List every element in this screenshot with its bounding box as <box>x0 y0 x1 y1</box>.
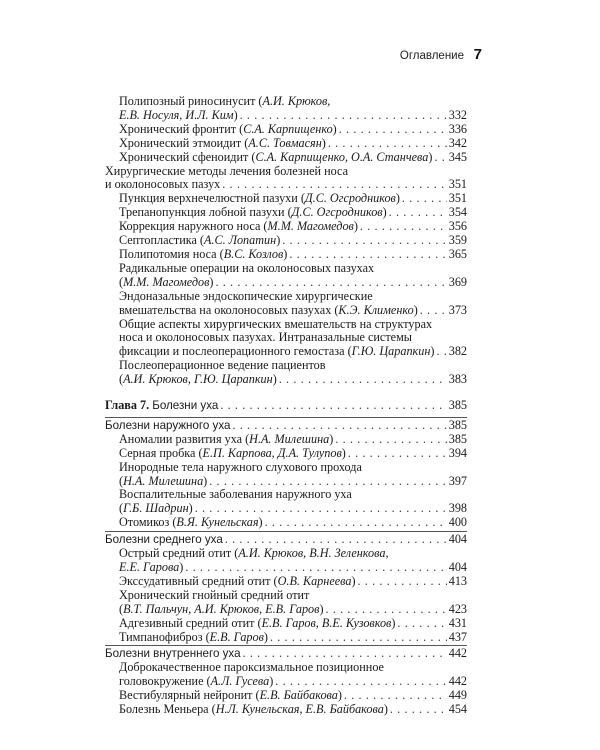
toc-entry[interactable] <box>105 290 467 318</box>
entry-text <box>119 689 342 703</box>
entry-authors: А.И. Крюков, <box>262 94 331 108</box>
entry-page: 385 <box>448 417 467 432</box>
toc-entry[interactable] <box>105 488 467 516</box>
toc-entry[interactable] <box>105 447 467 461</box>
entry-page: 404 <box>448 560 467 574</box>
leader-dots <box>333 433 447 447</box>
entry-title: ) <box>188 501 193 516</box>
entry-title: Хронический фронтит ( <box>119 121 244 136</box>
entry-text <box>119 617 395 631</box>
leader-dots <box>358 220 447 234</box>
entry-text <box>119 433 333 447</box>
entry-text <box>119 276 213 290</box>
entry-page: 354 <box>448 205 467 220</box>
entry-title: Вестибулярный нейронит ( <box>119 688 260 703</box>
entry-text <box>119 137 326 151</box>
entry-text <box>119 447 346 461</box>
entry-title: ) <box>276 233 281 248</box>
leader-dots <box>388 703 447 717</box>
toc-list-part1 <box>105 95 467 387</box>
toc-entry[interactable] <box>105 359 467 387</box>
entry-title: Доброкачественное пароксизмальное позиционное <box>119 660 384 675</box>
leader-dots <box>395 617 447 631</box>
toc-entry-line <box>119 675 467 689</box>
entry-authors: Е.В. Гаров <box>209 629 264 644</box>
leader-dots <box>213 276 447 290</box>
toc-entry-line <box>119 603 467 617</box>
toc-entry-line <box>119 447 467 461</box>
entry-page: 373 <box>448 302 467 317</box>
entry-title: ) <box>383 702 388 717</box>
toc-entry-line <box>119 192 467 206</box>
toc-entry[interactable] <box>105 461 467 489</box>
entry-page: 365 <box>448 246 467 261</box>
toc-entry[interactable] <box>105 589 467 617</box>
entry-text <box>105 533 223 547</box>
entry-title: Адгезивный средний отит ( <box>119 615 262 630</box>
entry-text <box>119 109 238 123</box>
entry-text <box>119 373 277 387</box>
entry-title: Послеоперационное ведение пациентов <box>119 358 326 373</box>
toc-entry-line <box>119 461 467 475</box>
toc-entry-line <box>119 589 467 603</box>
entry-title: Инородные тела наружного слухового прохода <box>119 459 362 474</box>
entry-title: ( <box>119 372 124 387</box>
entry-title: Болезни наружного уха <box>105 418 231 432</box>
entry-page: 342 <box>448 135 467 150</box>
entry-title: ) <box>283 246 288 261</box>
toc-entry[interactable] <box>105 220 467 234</box>
entry-text <box>119 675 273 689</box>
entry-text <box>119 248 287 262</box>
toc-entry[interactable] <box>105 234 467 248</box>
entry-text <box>119 304 418 318</box>
entry-title: ) <box>353 219 358 234</box>
leader-dots <box>223 533 447 547</box>
toc-entry-line <box>119 318 467 332</box>
entry-title: Хронический этмоидит ( <box>119 135 249 150</box>
entry-page: 442 <box>448 646 467 661</box>
toc-entry-line <box>119 276 467 290</box>
toc-entry-line <box>119 151 467 165</box>
entry-authors: С.А. Карпищенко, О.А. Станчева <box>255 149 429 164</box>
entry-authors: А.И. Крюков, В.Н. Зеленкова, <box>238 546 389 561</box>
toc-entry[interactable] <box>105 123 467 137</box>
leader-dots <box>280 234 447 248</box>
entry-title: Пункция верхнечелюстной пазухи ( <box>119 191 305 206</box>
toc-entry-line <box>119 575 467 589</box>
entry-title: ) <box>337 688 342 703</box>
chapter-page: 385 <box>448 398 467 413</box>
page-number: 7 <box>473 46 482 63</box>
toc-entry-line <box>119 206 467 220</box>
toc-entry[interactable] <box>105 575 467 589</box>
entry-title: ( <box>119 501 124 516</box>
entry-title: Хронический гнойный средний отит <box>119 587 310 602</box>
toc-list-part2 <box>105 417 467 717</box>
toc-entry-line <box>119 137 467 151</box>
entry-authors: М.М. Магомедов <box>267 219 354 234</box>
entry-title: Трепанопункция лобной пазухи ( <box>119 205 292 220</box>
entry-authors: А.И. Крюков, Г.Ю. Царапкин <box>123 372 273 387</box>
entry-title: Септопластика ( <box>119 233 204 248</box>
entry-page: 332 <box>448 107 467 122</box>
leader-dots <box>387 206 447 220</box>
entry-text <box>119 475 207 489</box>
entry-page: 437 <box>448 629 467 644</box>
entry-text <box>119 631 268 645</box>
entry-authors: А.С. Лопатин <box>204 233 277 248</box>
entry-title: ) <box>321 135 326 150</box>
toc-entry[interactable] <box>105 631 467 645</box>
toc-entry[interactable] <box>105 137 467 151</box>
toc-entry[interactable] <box>105 151 467 165</box>
toc-entry[interactable] <box>105 703 467 717</box>
entry-text <box>119 502 193 516</box>
entry-title: ) <box>430 344 435 359</box>
leader-dots <box>346 447 447 461</box>
entry-title: ) <box>332 121 337 136</box>
toc-entry-line <box>105 165 467 179</box>
toc-entry-line <box>119 109 467 123</box>
entry-authors: Е.В. Байбакова <box>259 688 338 703</box>
entry-page: 442 <box>448 674 467 689</box>
toc-entry-line <box>119 234 467 248</box>
entry-page: 369 <box>448 274 467 289</box>
leader-dots <box>356 575 447 589</box>
leader-dots <box>277 373 447 387</box>
entry-title: ) <box>209 274 214 289</box>
entry-authors: Е.В. Гаров, В.Е. Кузовков <box>261 615 392 630</box>
leader-dots <box>193 502 447 516</box>
table-of-contents <box>105 95 467 717</box>
entry-authors: Г.Ю. Царапкин <box>351 344 431 359</box>
entry-page: 397 <box>448 473 467 488</box>
entry-text <box>119 703 388 717</box>
entry-title: ) <box>263 629 268 644</box>
toc-entry-line <box>119 488 467 502</box>
entry-text <box>119 206 387 220</box>
entry-title: Болезнь Меньера ( <box>119 702 216 717</box>
toc-entry[interactable] <box>105 617 467 631</box>
entry-title: Хронический сфеноидит ( <box>119 149 256 164</box>
entry-page: 431 <box>448 615 467 630</box>
leader-dots <box>273 675 447 689</box>
leader-dots <box>207 475 447 489</box>
toc-entry-line <box>119 502 467 516</box>
entry-text <box>105 178 220 192</box>
entry-page: 345 <box>448 149 467 164</box>
toc-entry[interactable] <box>105 95 467 123</box>
leader-dots <box>434 345 447 359</box>
entry-title: ) <box>413 302 418 317</box>
entry-authors: В.Т. Пальчун, А.И. Крюков, Е.В. Гаров <box>123 601 320 616</box>
entry-title: ) <box>428 149 433 164</box>
entry-page: 383 <box>448 372 467 387</box>
toc-entry-line <box>119 95 467 109</box>
entry-authors: Е.В. Носуля, И.Л. Ким <box>119 107 234 122</box>
toc-entry[interactable] <box>105 248 467 262</box>
chapter-heading[interactable] <box>105 399 467 413</box>
toc-entry-line <box>119 248 467 262</box>
entry-title: ) <box>258 515 263 530</box>
entry-title: ) <box>341 445 346 460</box>
entry-page: 413 <box>448 573 467 588</box>
entry-title: ( <box>119 473 124 488</box>
entry-text <box>105 419 230 433</box>
entry-title: ) <box>329 431 334 446</box>
entry-title: Серная пробка ( <box>119 445 203 460</box>
entry-title: ) <box>272 372 277 387</box>
toc-entry-line <box>119 262 467 276</box>
entry-page: 394 <box>448 445 467 460</box>
toc-entry-line <box>119 661 467 675</box>
entry-text <box>119 345 434 359</box>
leader-dots <box>337 123 447 137</box>
entry-title: Болезни среднего уха <box>105 533 223 547</box>
leader-dots <box>400 192 447 206</box>
toc-entry[interactable] <box>105 318 467 360</box>
entry-authors: М.М. Магомедов <box>123 274 210 289</box>
entry-title: фиксации и послеоперационного гемостаза ( <box>119 344 352 359</box>
toc-entry-line <box>119 516 467 530</box>
toc-entry-line <box>119 220 467 234</box>
entry-text <box>119 561 183 575</box>
entry-page: 449 <box>448 688 467 703</box>
leader-dots <box>220 178 447 192</box>
leader-dots <box>263 516 447 530</box>
entry-title: ) <box>233 107 238 122</box>
entry-title: Болезни внутреннего уха <box>105 647 241 661</box>
entry-text <box>119 192 400 206</box>
toc-entry[interactable] <box>105 165 467 193</box>
entry-title: Острый средний отит ( <box>119 546 239 561</box>
toc-entry-line <box>119 703 467 717</box>
entry-page: 400 <box>448 515 467 530</box>
entry-text <box>119 603 324 617</box>
toc-entry-line <box>119 631 467 645</box>
entry-title: Аномалии развития уха ( <box>119 431 250 446</box>
leader-dots <box>324 603 448 617</box>
entry-page: 351 <box>448 191 467 206</box>
toc-entry-line <box>119 373 467 387</box>
entry-title: ) <box>382 205 387 220</box>
toc-entry-line <box>119 689 467 703</box>
entry-authors: С.А. Карпищенко <box>243 121 333 136</box>
entry-authors: В.С. Козлов <box>223 246 284 261</box>
toc-entry-line <box>119 561 467 575</box>
leader-dots <box>342 689 447 703</box>
entry-page: 356 <box>448 219 467 234</box>
toc-entry[interactable] <box>105 645 467 661</box>
entry-authors: В.Я. Кунельская <box>176 515 259 530</box>
entry-title: Экссудативный средний отит ( <box>119 573 278 588</box>
leader-dots <box>268 631 447 645</box>
entry-page: 454 <box>448 702 467 717</box>
entry-title: ) <box>179 560 184 574</box>
entry-title: Полипозный риносинусит ( <box>119 94 263 108</box>
running-head: Оглавление <box>399 50 464 62</box>
toc-entry-line <box>105 419 467 433</box>
toc-entry-line <box>119 359 467 373</box>
leader-dots <box>287 248 447 262</box>
leader-dots <box>238 109 447 123</box>
entry-title: ( <box>119 274 124 289</box>
toc-entry[interactable] <box>105 192 467 206</box>
toc-entry-line <box>105 178 467 192</box>
entry-title: ) <box>319 601 324 616</box>
entry-title: вмешательства на околоносовых пазухах ( <box>119 302 339 317</box>
toc-entry-line <box>119 304 467 318</box>
toc-entry[interactable] <box>105 206 467 220</box>
entry-text <box>119 516 263 530</box>
entry-authors: К.Э. Клименко <box>338 302 414 317</box>
entry-authors: Н.А. Милешина <box>249 431 330 446</box>
toc-entry-line <box>119 475 467 489</box>
entry-text <box>119 234 280 248</box>
entry-authors: Н.Л. Кунельская, Е.В. Байбакова <box>215 702 384 717</box>
entry-title: носа и околоносовых пазухах. Интраназальные системы <box>119 330 412 345</box>
entry-title: ) <box>395 191 400 206</box>
entry-text <box>119 123 337 137</box>
entry-title: и околоносовых пазух <box>105 177 221 192</box>
entry-page: 351 <box>448 177 467 192</box>
entry-page: 336 <box>448 121 467 136</box>
leader-dots <box>230 419 447 433</box>
entry-page: 398 <box>448 501 467 516</box>
entry-page: 382 <box>448 344 467 359</box>
entry-authors: Д.С. Огсродников <box>291 205 383 220</box>
entry-page: 359 <box>448 233 467 248</box>
entry-title: ) <box>203 473 208 488</box>
entry-authors: Г.Б. Шадрин <box>123 501 189 516</box>
entry-title: Полипотомия носа ( <box>119 246 224 261</box>
leader-dots <box>326 137 447 151</box>
entry-title: Воспалительные заболевания наружного уха <box>119 487 352 502</box>
leader-dots <box>241 647 447 661</box>
toc-entry-line <box>105 647 467 661</box>
toc-entry[interactable] <box>105 531 467 547</box>
entry-title: Эндоназальные эндоскопические хирургические <box>119 288 373 303</box>
entry-title: Хирургические методы лечения болезней носа <box>105 163 348 178</box>
entry-text <box>119 220 358 234</box>
entry-title: Общие аспекты хирургических вмешательств на структурах <box>119 316 433 331</box>
entry-page: 404 <box>448 532 467 547</box>
entry-text <box>105 647 241 661</box>
toc-entry[interactable] <box>105 516 467 530</box>
chapter-label: Глава 7. <box>105 398 150 413</box>
toc-entry-line <box>119 547 467 561</box>
toc-entry-line <box>105 533 467 547</box>
leader-dots <box>432 151 447 165</box>
entry-text <box>119 575 356 589</box>
entry-authors: Е.Е. Гарова <box>119 560 180 574</box>
toc-entry-line <box>119 123 467 137</box>
toc-entry-line <box>119 433 467 447</box>
entry-title: Тимпанофиброз ( <box>119 629 210 644</box>
toc-entry-line <box>119 290 467 304</box>
entry-title: головокружение ( <box>119 674 211 689</box>
chapter-title: Болезни уха <box>152 399 219 413</box>
entry-page: 423 <box>448 601 467 616</box>
toc-entry[interactable] <box>105 689 467 703</box>
toc-entry[interactable] <box>105 417 467 433</box>
entry-text <box>119 151 432 165</box>
entry-title: Коррекция наружного носа ( <box>119 219 268 234</box>
entry-page: 385 <box>448 431 467 446</box>
entry-title: Радикальные операции на околоносовых пазухах <box>119 260 375 275</box>
entry-title: ) <box>391 615 396 630</box>
leader-dots <box>218 399 447 413</box>
entry-authors: О.В. Карнеева <box>277 573 352 588</box>
toc-entry-line <box>119 345 467 359</box>
entry-title: ) <box>351 573 356 588</box>
toc-entry[interactable] <box>105 262 467 290</box>
entry-title: ) <box>269 674 274 689</box>
leader-dots <box>183 561 447 575</box>
entry-title: ( <box>119 601 124 616</box>
entry-authors: Д.С. Огсродников <box>304 191 396 206</box>
entry-authors: Н.А. Милешина <box>123 473 204 488</box>
toc-entry[interactable] <box>105 547 467 575</box>
entry-title: Отомикоз ( <box>119 515 177 530</box>
entry-authors: А.Л. Гусева <box>210 674 270 689</box>
toc-entry[interactable] <box>105 433 467 447</box>
toc-entry-line <box>119 617 467 631</box>
entry-authors: А.С. Товмасян <box>248 135 322 150</box>
toc-entry[interactable] <box>105 661 467 689</box>
entry-authors: Е.П. Карпова, Д.А. Тулупов <box>202 445 342 460</box>
leader-dots <box>418 304 447 318</box>
